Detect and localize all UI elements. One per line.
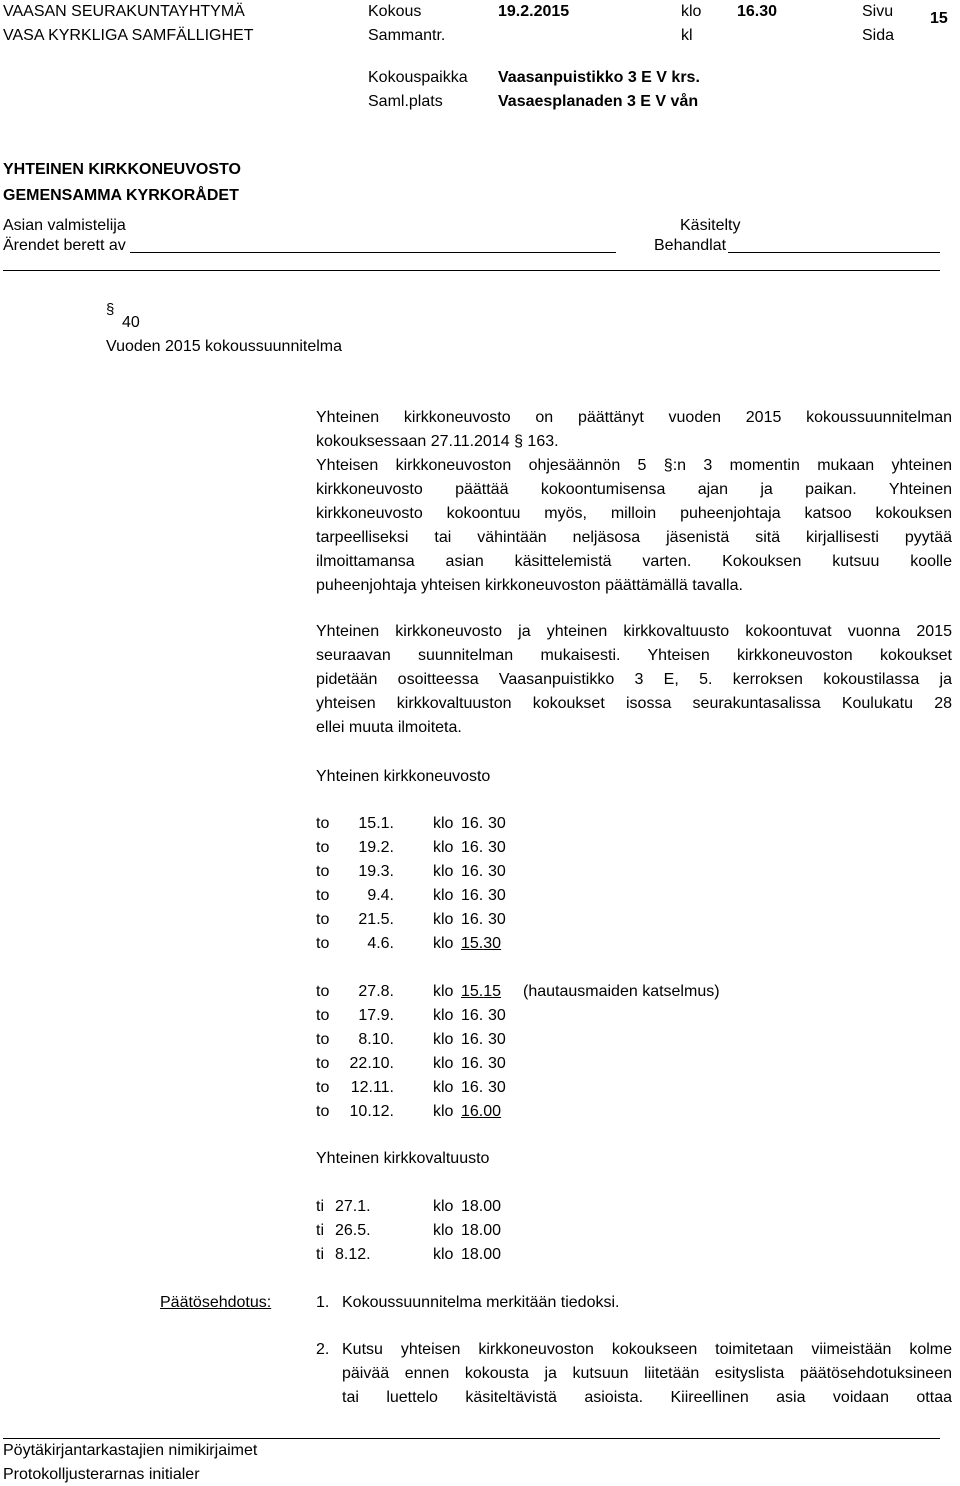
weekday: to: [316, 839, 330, 856]
schedule-row: [316, 1195, 616, 1219]
meeting-date: 8.10.: [358, 1031, 394, 1048]
place-fi: Vaasanpuistikko 3 E V krs.: [498, 69, 700, 86]
meeting-minute: 30: [483, 935, 502, 952]
weekday: to: [316, 1103, 330, 1120]
time-label-sv: kl: [681, 27, 693, 44]
weekday: to: [316, 983, 330, 1000]
time-label: klo: [433, 1031, 454, 1048]
place-label-sv: Saml.plats: [368, 93, 443, 110]
schedule-paragraph: [316, 620, 952, 740]
schedule-row: [316, 812, 776, 836]
proposal-item-1-text: Kokoussuunnitelma merkitään tiedoksi.: [342, 1294, 620, 1311]
place-sv: Vasaesplanaden 3 E V vån: [498, 93, 699, 110]
weekday: to: [316, 863, 330, 880]
assembly-heading: Yhteinen kirkkovaltuusto: [316, 1150, 490, 1167]
paragraph-line: ilmoittamansa asian käsittelemistä varten. Kokouksen kutsuu koolle: [316, 553, 952, 570]
meeting-time: 16.30: [737, 3, 778, 20]
body-name-fi: YHTEINEN KIRKKONEUVOSTO: [3, 161, 241, 178]
weekday: to: [316, 887, 330, 904]
schedule-row: [316, 1052, 776, 1076]
schedule-row: [316, 1100, 776, 1124]
meeting-hour: 16.: [461, 1031, 484, 1048]
time-label: klo: [433, 887, 454, 904]
weekday: to: [316, 911, 330, 928]
meeting-hour: 16.: [461, 815, 484, 832]
intro-paragraph: [316, 406, 952, 598]
schedule-row: [316, 908, 776, 932]
footer-divider: [3, 1438, 940, 1439]
weekday: to: [316, 1079, 330, 1096]
footer-label-sv: Protokolljusterarnas initialer: [3, 1466, 200, 1483]
page-label-sv: Sida: [862, 27, 895, 44]
meeting-hour: 16.: [461, 887, 484, 904]
time-label: klo: [433, 911, 454, 928]
meeting-minute: 30: [488, 1031, 506, 1048]
footer-label-fi: Pöytäkirjantarkastajien nimikirjaimet: [3, 1442, 258, 1459]
meeting-time: 18.00: [461, 1198, 502, 1215]
meeting-date: 15.1.: [358, 815, 394, 832]
meeting-note: (hautausmaiden katselmus): [523, 983, 720, 1000]
handled-label-fi: Käsitelty: [680, 217, 741, 234]
time-label-fi: klo: [681, 3, 702, 20]
weekday: to: [316, 815, 330, 832]
schedule-row: [316, 1219, 616, 1243]
time-label: klo: [433, 863, 454, 880]
schedule-row: [316, 1243, 616, 1267]
proposal-item-1-number: 1.: [316, 1294, 330, 1311]
paragraph-line: päivää ennen kokousta ja kutsuun liitetään esityslista päätösehdotuksineen: [342, 1365, 952, 1382]
paragraph-line: tarpeelliseksi tai vähintään neljäsosa jäsenistä sitä kirjallisesti pyytää: [316, 529, 952, 546]
prepared-label-fi: Asian valmistelija: [3, 217, 126, 234]
meeting-date: 21.5.: [358, 911, 394, 928]
section-symbol: §: [106, 301, 115, 318]
meeting-date: 8.12.: [335, 1246, 371, 1263]
paragraph-line: tai luettelo käsiteltävistä asioista. Kiireellinen asia voidaan ottaa: [342, 1389, 952, 1406]
time-label: klo: [433, 839, 454, 856]
place-label-fi: Kokouspaikka: [368, 69, 468, 86]
meeting-minute: 15: [483, 983, 502, 1000]
meeting-date: 9.4.: [367, 887, 394, 904]
meeting-time-underlined: [461, 932, 501, 956]
weekday: to: [316, 935, 330, 952]
time-label: klo: [433, 815, 454, 832]
schedule-row: [316, 884, 776, 908]
paragraph-line: Kutsu yhteisen kirkkoneuvoston kokoukseen toimitetaan viimeistään kolme: [342, 1341, 952, 1358]
paragraph-line: kirkkoneuvosto päättää kokoontumisensa ajan ja paikan. Yhteinen: [316, 481, 952, 498]
meeting-hour: 16.: [461, 863, 484, 880]
weekday: to: [316, 1031, 330, 1048]
paragraph-line: ellei muuta ilmoiteta.: [316, 719, 462, 736]
meeting-hour: 15.: [461, 983, 484, 1000]
schedule-row: [316, 860, 776, 884]
proposal-label: Päätösehdotus:: [160, 1294, 272, 1311]
paragraph-line: Yhteinen kirkkoneuvosto ja yhteinen kirkkovaltuusto kokoontuvat vuonna 2015: [316, 623, 952, 640]
meeting-hour: 16.: [461, 1055, 484, 1072]
meeting-hour: 15.: [461, 935, 484, 952]
meeting-date: 27.1.: [335, 1198, 371, 1215]
meeting-minute: 30: [488, 1055, 506, 1072]
weekday: ti: [316, 1222, 324, 1239]
prepared-label-sv: Ärendet berett av: [3, 237, 126, 254]
handled-label-sv: Behandlat: [654, 237, 727, 254]
time-label: klo: [433, 1079, 454, 1096]
meeting-minute: 30: [488, 839, 506, 856]
time-label: klo: [433, 1222, 454, 1239]
body-name-sv: GEMENSAMMA KYRKORÅDET: [3, 187, 239, 204]
meeting-date: 4.6.: [367, 935, 394, 952]
weekday: ti: [316, 1198, 324, 1215]
time-label: klo: [433, 983, 454, 1000]
meeting-date: 19.3.: [358, 863, 394, 880]
schedule-row: [316, 1004, 776, 1028]
meeting-minute: 30: [488, 1079, 506, 1096]
meeting-hour: 16.: [461, 839, 484, 856]
meeting-time: 18.00: [461, 1246, 502, 1263]
meeting-time-underlined: [461, 1100, 501, 1124]
section-number: 40: [122, 314, 140, 331]
paragraph-line: Yhteisen kirkkoneuvoston ohjesäännön 5 §:n 3 momentin mukaan yhteinen: [316, 457, 952, 474]
org-name-sv: VASA KYRKLIGA SAMFÄLLIGHET: [3, 27, 254, 44]
meeting-label-fi: Kokous: [368, 3, 422, 20]
proposal-item-2-number: 2.: [316, 1341, 330, 1358]
schedule-row: [316, 980, 776, 1004]
org-name-fi: VAASAN SEURAKUNTAYHTYMÄ: [3, 3, 245, 20]
schedule-row: [316, 836, 776, 860]
meeting-hour: 16.: [461, 1079, 484, 1096]
section-title: Vuoden 2015 kokoussuunnitelma: [106, 338, 343, 355]
meeting-hour: 16.: [461, 911, 484, 928]
time-label: klo: [433, 1007, 454, 1024]
council-heading: Yhteinen kirkkoneuvosto: [316, 768, 491, 785]
meeting-hour: 16.: [461, 1007, 484, 1024]
schedule-row: [316, 1076, 776, 1100]
meeting-date: 10.12.: [349, 1103, 394, 1120]
prepared-underline: [130, 252, 616, 253]
meeting-date: 22.10.: [349, 1055, 394, 1072]
schedule-row: [316, 1028, 776, 1052]
paragraph-line: seuraavan suunnitelman mukaisesti. Yhteisen kirkkoneuvoston kokoukset: [316, 647, 952, 664]
proposal-item-2-text: [342, 1338, 952, 1410]
meeting-date: 19.2.2015: [498, 3, 570, 20]
weekday: to: [316, 1055, 330, 1072]
schedule-row: [316, 932, 776, 956]
header-divider: [3, 270, 940, 271]
time-label: klo: [433, 1055, 454, 1072]
meeting-minute: 30: [488, 863, 506, 880]
paragraph-line: kirkkoneuvosto kokoontuu myös, milloin puheenjohtaja katsoo kokouksen: [316, 505, 952, 522]
meeting-minute: 00: [483, 1103, 502, 1120]
time-label: klo: [433, 1246, 454, 1263]
meeting-date: 17.9.: [358, 1007, 394, 1024]
paragraph-line: puheenjohtaja yhteisen kirkkoneuvoston päättämällä tavalla.: [316, 577, 743, 594]
weekday: to: [316, 1007, 330, 1024]
meeting-date: 27.8.: [358, 983, 394, 1000]
meeting-date: 19.2.: [358, 839, 394, 856]
meeting-minute: 30: [488, 815, 506, 832]
meeting-hour: 16.: [461, 1103, 484, 1120]
paragraph-line: kokouksessaan 27.11.2014 § 163.: [316, 433, 559, 450]
meeting-time: 18.00: [461, 1222, 502, 1239]
page-number: 15: [930, 10, 948, 27]
meeting-label-sv: Sammantr.: [368, 27, 446, 44]
weekday: ti: [316, 1246, 324, 1263]
meeting-minute: 30: [488, 887, 506, 904]
meeting-minute: 30: [488, 1007, 506, 1024]
meeting-time-underlined: [461, 980, 501, 1004]
paragraph-line: yhteisen kirkkovaltuuston kokoukset isossa seurakuntasalissa Koulukatu 28: [316, 695, 952, 712]
handled-underline: [728, 252, 940, 253]
page-label-fi: Sivu: [862, 3, 894, 20]
meeting-minute: 30: [488, 911, 506, 928]
time-label: klo: [433, 1198, 454, 1215]
paragraph-line: pidetään osoitteessa Vaasanpuistikko 3 E, 5. kerroksen kokoustilassa ja: [316, 671, 952, 688]
paragraph-line: Yhteinen kirkkoneuvosto on päättänyt vuoden 2015 kokoussuunnitelman: [316, 409, 952, 426]
time-label: klo: [433, 1103, 454, 1120]
meeting-date: 12.11.: [350, 1079, 394, 1096]
time-label: klo: [433, 935, 454, 952]
meeting-date: 26.5.: [335, 1222, 371, 1239]
